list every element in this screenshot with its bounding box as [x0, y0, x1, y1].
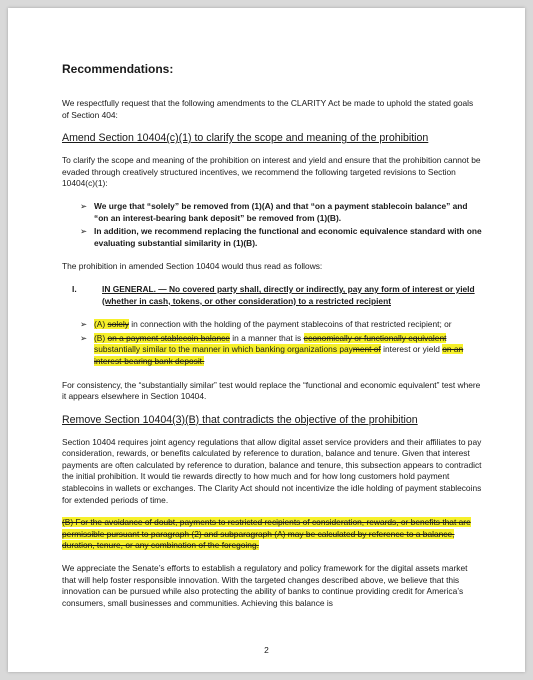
page-number: 2: [264, 645, 269, 655]
item-b-struck-3: ment of: [352, 344, 381, 355]
section2-title: Remove Section 10404(3)(B) that contradicts the objective of the prohibition: [62, 413, 418, 426]
bullet-item: [80, 226, 482, 249]
item-a-rest: in connection with the holding of the payment stablecoins of that restricted recipient; or: [128, 319, 452, 330]
arrow-bullet-icon: ➢: [80, 226, 88, 237]
item-b: [80, 333, 482, 368]
bullet-text: We urge that “solely” be removed from (1)(A) and that “on a payment stablecoin balance” and “on an interest-bearing bank deposit” be removed from (1)(B).: [94, 200, 468, 223]
bullet-text: In addition, we recommend replacing the functional and economic equivalence standard with one evaluating substantial similarity in (1)(B).: [94, 226, 482, 248]
item-a-prefix: (A): [94, 319, 108, 330]
bullet-item: [80, 201, 482, 224]
section2-paragraph: Section 10404 requires joint agency regulations that allow digital asset service providers and their affiliates to pay consideration, rewards, or benefits calculated by reference to duration, balance and tenure. Given that interest payments are often calculated by reference to duration, balance and tenure, this subsection appears to contradict the initial prohibition. It would tie rewards directly to how much and for how long customers hold payment stablecoins in wallets or exchanges. The Clarity Act should not incentivize the idle holding of payment stablecoins for extended periods of time.: [62, 436, 482, 505]
item-a-struck: solely: [107, 319, 129, 330]
item-b-text-3: substantially similar to the manner in which banking organizations pay: [94, 344, 353, 355]
intro-paragraph: We respectfully request that the following amendments to the CLARITY Act be made to uphold the stated goals of Section 404:: [62, 98, 474, 120]
section1-paragraph: To clarify the scope and meaning of the prohibition on interest and yield and ensure that the prohibition cannot be evaded through creatively structured incentives, we recommend the following targeted revisions to Section 10404(c)(1):: [62, 155, 481, 189]
struck-subsection-text: (B) For the avoidance of doubt, payments to restricted recipients of consideration, rewards, or benefits that are permissible pursuant to paragraph (2) and subparagraph (A) may be calculated by reference to a balance, duration, tenure, or any combination of the foregoing.: [62, 517, 471, 551]
roman-numeral: I.: [72, 283, 77, 294]
struck-subsection-paragraph: [62, 517, 482, 552]
item-b-struck-1: on a payment stablecoin balance: [107, 332, 230, 343]
document-page: [8, 8, 525, 672]
consistency-paragraph: For consistency, the “substantially similar” test would replace the “functional and economic equivalent” test where it appears elsewhere in Section 10404.: [62, 379, 481, 402]
in-general-text: IN GENERAL. — No covered party shall, directly or indirectly, pay any form of interest or yield (whether in cash, tokens, or other consideration) to a restricted recipient: [102, 283, 475, 306]
item-a: [80, 319, 482, 331]
arrow-bullet-icon: ➢: [80, 332, 88, 343]
recommendations-heading: Recommendations:: [62, 62, 174, 76]
section1-title: Amend Section 10404(c)(1) to clarify the scope and meaning of the prohibition: [62, 132, 429, 145]
arrow-bullet-icon: ➢: [80, 319, 88, 330]
section1-bullets: [62, 201, 482, 249]
page-content: [62, 62, 482, 620]
arrow-bullet-icon: ➢: [80, 200, 88, 211]
item-b-struck-4: on an interest-bearing bank deposit.: [94, 344, 464, 366]
read-as-paragraph: The prohibition in amended Section 10404 would thus read as follows:: [62, 261, 323, 272]
item-b-struck-2: economically or functionally equivalent: [303, 332, 447, 343]
in-general-clause: [62, 284, 482, 307]
amended-items: [62, 319, 482, 367]
item-b-prefix: (B): [94, 332, 108, 343]
closing-paragraph: We appreciate the Senate’s efforts to establish a regulatory and policy framework for the digital assets market that will help foster responsible innovation. With the targeted changes described above, we believe that this innovation can be pursued while also protecting the ability of banks to continue providing credit for America’s consumers, small businesses and communities. Achieving this balance is: [62, 563, 468, 608]
item-b-text-4: interest or yield: [380, 344, 443, 355]
item-b-text-2: in a manner that is: [229, 332, 304, 343]
